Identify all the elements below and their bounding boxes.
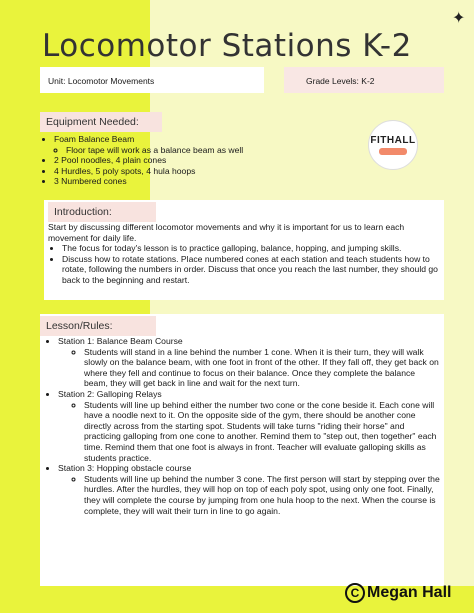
list-item: • The focus for today's lesson is to practice galloping, balance, hopping, and jumping skills.	[62, 243, 442, 254]
copyright-icon: C	[345, 583, 365, 603]
station-name: Station 3: Hopping obstacle course	[58, 463, 192, 474]
grade-box	[284, 67, 444, 93]
list-item: • Discuss how to rotate stations. Place numbered cones at each station and teach students how to rotate, following the numbers in order. Discuss that once you reach the last number, they should go back to the beginning and restart.	[62, 254, 442, 286]
author-brand	[345, 583, 451, 603]
unit-box	[40, 67, 264, 93]
station-item	[58, 336, 440, 389]
grade-label: Grade Levels: K-2	[306, 76, 375, 86]
station-detail: ◦ Students will stand in a line behind the number 1 cone. When it is their turn, they will walk slowly on the balance beam, with one foot in front of the other. If they fall off, they get back on where they fell and continue to focus on their balance. Once they complete the balance beam, they will get back in line and wait for the next turn.	[84, 347, 440, 389]
list-item	[54, 134, 280, 155]
equipment-heading: Equipment Needed:	[40, 112, 162, 132]
lesson-heading: Lesson/Rules:	[40, 316, 156, 336]
lesson-content	[44, 336, 440, 516]
logo-swoosh-icon	[379, 148, 407, 155]
equipment-list	[40, 134, 280, 187]
equipment-item: Foam Balance Beam	[54, 134, 135, 144]
list-item: • 3 Numbered cones	[54, 176, 280, 187]
list-item: ◦ Floor tape will work as a balance beam as well	[66, 145, 280, 156]
list-item: • 4 Hurdles, 5 poly spots, 4 hula hoops	[54, 166, 280, 177]
sparkle-icon: ✦	[452, 10, 466, 27]
logo-text: FITHALL	[370, 135, 416, 146]
station-item	[58, 389, 440, 463]
introduction-lead: Start by discussing different locomotor movements and why it is important for us to learn each movement for daily life.	[48, 222, 405, 243]
station-item	[58, 463, 440, 516]
list-item: • 2 Pool noodles, 4 plain cones	[54, 155, 280, 166]
station-name: Station 2: Galloping Relays	[58, 388, 162, 399]
fithall-logo	[368, 120, 418, 170]
introduction-content	[48, 222, 442, 286]
introduction-heading: Introduction:	[48, 202, 156, 222]
unit-label: Unit: Locomotor Movements	[48, 76, 155, 86]
station-detail: ◦ Students will line up behind either the number two cone or the cone beside it. Each cone will have a noodle next to it. On the opposite side of the gym, there should be another cone directly across from the starting spot. Students will take turns "riding their horse" and practicing galloping from one cone to another. Remind them to "step out, then together" each time. Remind them that one foot is always in front. Teacher will evaluate galloping skills as students practice.	[84, 400, 440, 464]
station-detail: ◦ Students will line up behind the number 3 cone. The first person will start by stepping over the hurdles. After the hurdles, they will hop on top of each poly spot, using only one foot. Finally, they will complete the course by jumping from one hula hoop to the next. When the course is complete, they will wait their turn in line to go again.	[84, 474, 440, 516]
page-title: Locomotor Stations K-2	[42, 28, 412, 64]
author-name: Megan Hall	[367, 584, 452, 602]
station-name: Station 1: Balance Beam Course	[58, 336, 183, 346]
